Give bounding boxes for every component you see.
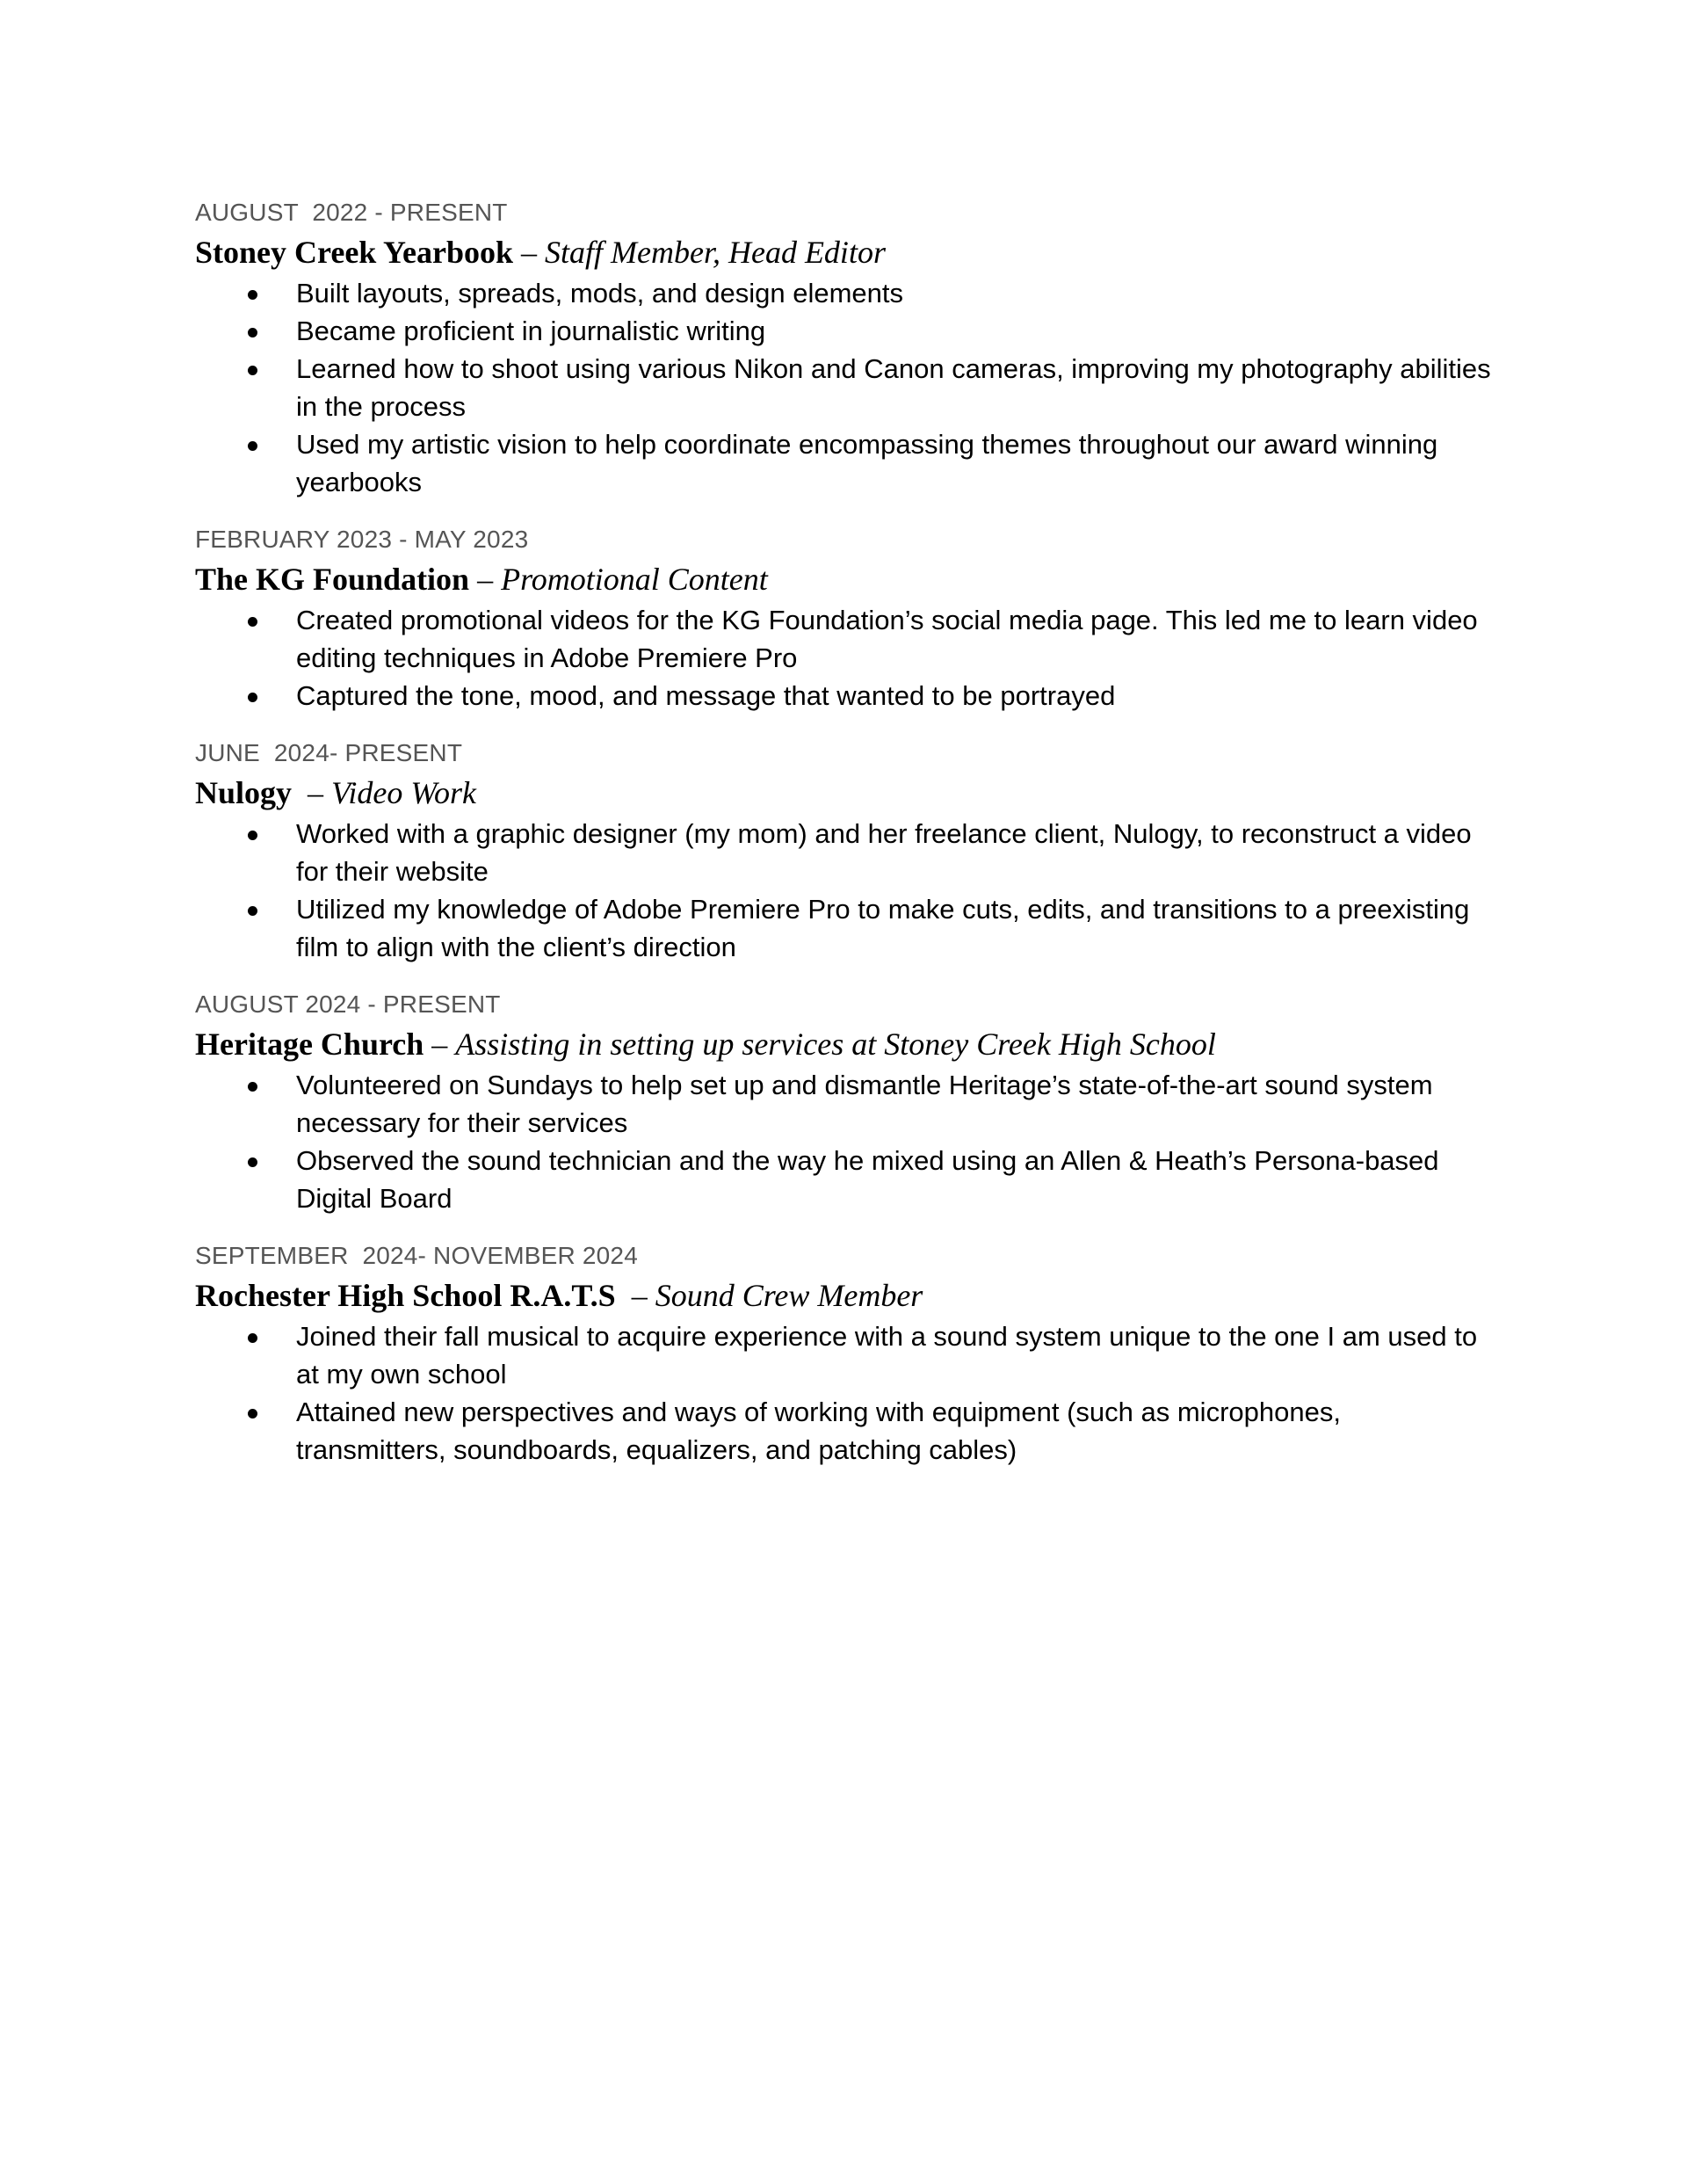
entry-separator: – [615,1278,655,1313]
entry-date: FEBRUARY 2023 - MAY 2023 [195,526,529,553]
entry-role: Sound Crew Member [655,1278,923,1313]
entry-bullet-list [195,1066,1495,1217]
bullet-dot-icon [248,1082,257,1092]
bullet-dot-icon [248,328,257,337]
list-item [195,601,1495,677]
entry-bullet-list [195,815,1495,966]
entry-role: Video Work [331,775,477,810]
bullet-text: Attained new perspectives and ways of working with equipment (such as microphones, transmitters, soundboards, equalizers, and patching cables) [296,1397,1341,1465]
bullet-dot-icon [248,693,257,702]
entry-separator: – [292,775,332,810]
bullet-dot-icon [248,1157,257,1167]
entry-role: Assisting in setting up services at Stoney Creek High School [455,1027,1216,1062]
bullet-text: Became proficient in journalistic writing [296,316,766,346]
list-item [195,1066,1495,1142]
bullet-text: Built layouts, spreads, mods, and design elements [296,278,903,308]
entry-date: AUGUST 2022 - PRESENT [195,199,508,226]
experience-entry-heritage-church [195,987,1495,1217]
bullet-dot-icon [248,906,257,916]
entry-heading [195,1022,1495,1066]
entry-bullet-list [195,601,1495,715]
bullet-text: Learned how to shoot using various Nikon and Canon cameras, improving my photography abilities in the process [296,353,1491,422]
entry-heading [195,557,1495,601]
entry-organization: Nulogy [195,775,293,810]
list-item [195,815,1495,890]
entry-date: SEPTEMBER 2024- NOVEMBER 2024 [195,1242,638,1269]
list-item [195,1393,1495,1469]
bullet-text: Worked with a graphic designer (my mom) and her freelance client, Nulogy, to reconstruct a video for their website [296,818,1472,887]
entry-role: Promotional Content [501,562,768,597]
entry-bullet-list [195,274,1495,501]
entry-separator: – [469,562,502,597]
list-item [195,1142,1495,1217]
entry-organization: Stoney Creek Yearbook [195,235,513,270]
list-item [195,890,1495,966]
list-item [195,1317,1495,1393]
bullet-text: Used my artistic vision to help coordinate encompassing themes throughout our award winning yearbooks [296,429,1438,497]
experience-entry-rochester-rats [195,1238,1495,1469]
entry-organization: Heritage Church [195,1027,424,1062]
list-item [195,677,1495,715]
bullet-dot-icon [248,441,257,451]
bullet-dot-icon [248,290,257,300]
experience-entry-kg-foundation [195,522,1495,715]
entry-separator: – [424,1027,456,1062]
list-item [195,350,1495,425]
bullet-text: Utilized my knowledge of Adobe Premiere Pro to make cuts, edits, and transitions to a preexisting film to align with the client’s direction [296,894,1470,962]
bullet-text: Captured the tone, mood, and message that wanted to be portrayed [296,680,1116,711]
entry-organization: The KG Foundation [195,562,470,597]
list-item [195,274,1495,312]
list-item [195,425,1495,501]
entry-heading [195,1273,1495,1317]
bullet-dot-icon [248,1409,257,1419]
entry-heading [195,771,1495,815]
bullet-dot-icon [248,617,257,627]
resume-experience-page [195,195,1495,1490]
entry-role: Staff Member, Head Editor [545,235,886,270]
entry-bullet-list [195,1317,1495,1469]
bullet-text: Joined their fall musical to acquire experience with a sound system unique to the one I am used to at my own school [296,1321,1478,1389]
bullet-dot-icon [248,831,257,840]
bullet-text: Created promotional videos for the KG Foundation’s social media page. This led me to learn video editing techniques in Adobe Premiere Pro [296,605,1478,673]
experience-entry-nulogy [195,736,1495,966]
entry-heading [195,230,1495,274]
entry-date: JUNE 2024- PRESENT [195,739,463,766]
entry-separator: – [513,235,545,270]
bullet-dot-icon [248,1333,257,1343]
bullet-dot-icon [248,366,257,375]
list-item [195,312,1495,350]
experience-entry-yearbook [195,195,1495,501]
entry-organization: Rochester High School R.A.T.S [195,1278,616,1313]
bullet-text: Volunteered on Sundays to help set up and dismantle Heritage’s state-of-the-art sound system necessary for their services [296,1070,1433,1138]
bullet-text: Observed the sound technician and the way he mixed using an Allen & Heath’s Persona-based Digital Board [296,1145,1439,1214]
entry-date: AUGUST 2024 - PRESENT [195,990,501,1018]
